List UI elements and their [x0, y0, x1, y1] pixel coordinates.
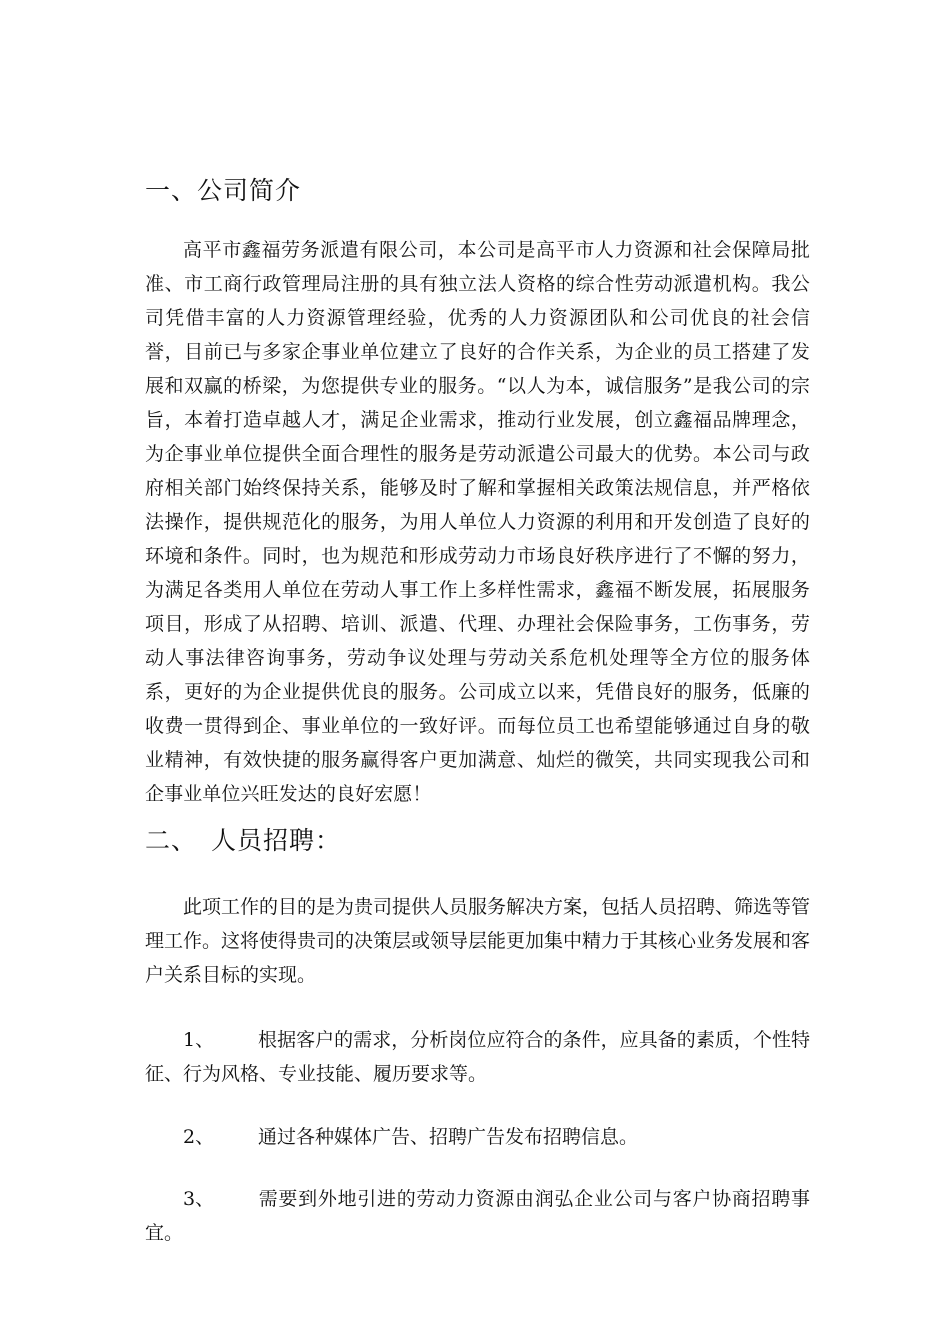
list-item [145, 1120, 810, 1154]
company-profile-paragraph: 高平市鑫福劳务派遣有限公司，本公司是高平市人力资源和社会保障局批准、市工商行政管理局注册的具有独立法人资格的综合性劳动派遣机构。我公司凭借丰富的人力资源管理经验，优秀的人力资源团队和公司优良的社会信誉，目前已与多家企事业单位建立了良好的合作关系，为企业的员工搭建了发展和双赢的桥梁，为您提供专业的服务。“以人为本，诚信服务”是我公司的宗旨，本着打造卓越人才，满足企业需求，推动行业发展，创立鑫福品牌理念，为企事业单位提供全面合理性的服务是劳动派遣公司最大的优势。本公司与政府相关部门始终保持关系，能够及时了解和掌握相关政策法规信息，并严格依法操作，提供规范化的服务，为用人单位人力资源的利用和开发创造了良好的环境和条件。同时，也为规范和形成劳动力市场良好秩序进行了不懈的努力，为满足各类用人单位在劳动人事工作上多样性需求，鑫福不断发展，拓展服务项目，形成了从招聘、培训、派遣、代理、办理社会保险事务，工伤事务，劳动人事法律咨询事务，劳动争议处理与劳动关系危机处理等全方位的服务体系，更好的为企业提供优良的服务。公司成立以来，凭借良好的服务，低廉的收费一贯得到企、事业单位的一致好评。而每位员工也希望能够通过自身的敬业精神，有效快捷的服务赢得客户更加满意、灿烂的微笑，共同实现我公司和企事业单位兴旺发达的良好宏愿！ [145, 239, 810, 805]
list-item-index: 2、 [183, 1126, 215, 1148]
recruitment-paragraph: 此项工作的目的是为贵司提供人员服务解决方案，包括人员招聘、筛选等管理工作。这将使得贵司的决策层或领导层能更加集中精力于其核心业务发展和客户关系目标的实现。 [145, 896, 811, 986]
list-item-index: 1、 [183, 1029, 215, 1051]
section-number: 二、 [145, 826, 198, 855]
list-item [145, 1023, 810, 1091]
list-item-text: 根据客户的需求，分析岗位应符合的条件，应具备的素质，个性特征、行为风格、专业技能、履历要求等。 [145, 1029, 810, 1085]
list-item-text: 通过各种媒体广告、招聘广告发布招聘信息。 [258, 1126, 639, 1148]
section-title: 人员招聘： [211, 826, 342, 855]
list-item-index: 3、 [183, 1188, 215, 1210]
section-heading-recruitment [145, 826, 341, 856]
list-item-text: 需要到外地引进的劳动力资源由润弘企业公司与客户协商招聘事宜。 [145, 1188, 810, 1244]
list-item [145, 1182, 810, 1250]
section-heading-company-profile: 一、公司简介 [145, 176, 302, 205]
